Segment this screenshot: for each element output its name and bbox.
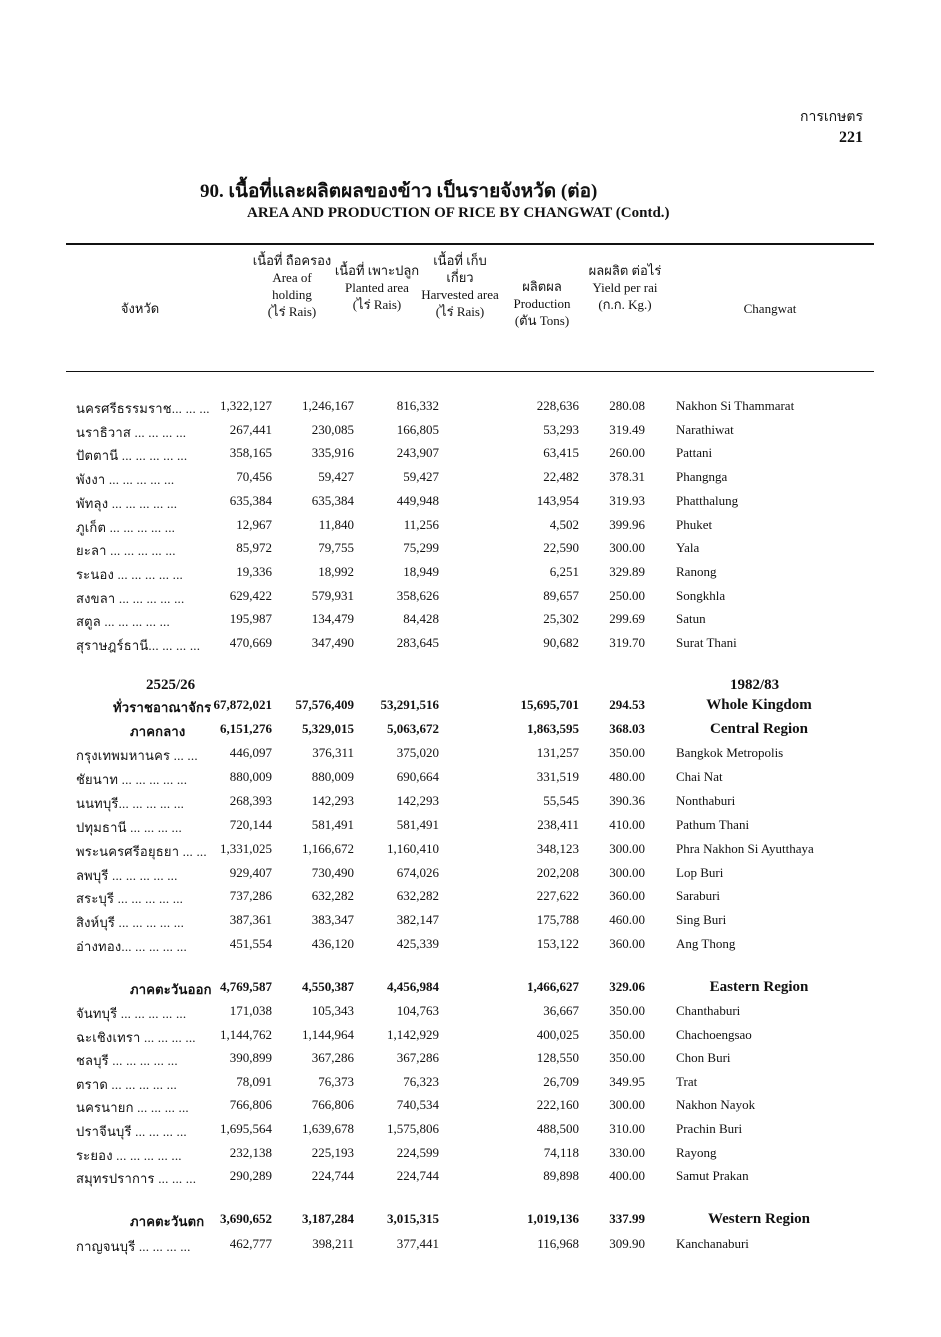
province-thai: ฉะเชิงเทรา ... ... ... ... bbox=[76, 1029, 196, 1045]
production-value: 26,709 bbox=[543, 1073, 579, 1089]
yield-value: 250.00 bbox=[609, 587, 645, 603]
changwat-english: Surat Thani bbox=[676, 635, 737, 650]
yield-value: 300.00 bbox=[609, 1097, 645, 1113]
changwat-english: Ang Thong bbox=[676, 936, 736, 952]
harvested-value: 104,763 bbox=[396, 1003, 439, 1018]
province-thai: สุราษฎร์ธานี... ... ... ... bbox=[76, 638, 201, 653]
production-value: 6,251 bbox=[549, 563, 579, 579]
planted-value: 57,576,409 bbox=[295, 697, 354, 712]
holding-value: 1,695,564 bbox=[220, 1121, 272, 1136]
yield-value: 399.96 bbox=[609, 516, 645, 532]
table-row bbox=[0, 1121, 941, 1143]
harvested-value: 142,293 bbox=[396, 792, 439, 808]
planted-value: 230,085 bbox=[311, 421, 354, 437]
production-value: 116,968 bbox=[537, 1236, 579, 1251]
harvested-value: 449,948 bbox=[396, 492, 439, 508]
col-head-planted: เนื้อที่ เพาะปลูก Planted area (ไร่ Rais) bbox=[334, 263, 420, 312]
planted-value: 383,347 bbox=[311, 912, 354, 928]
holding-value: 720,144 bbox=[229, 816, 272, 832]
harvested-value: 59,427 bbox=[403, 469, 439, 485]
planted-value: 398,211 bbox=[312, 1236, 354, 1251]
planted-value: 730,490 bbox=[311, 864, 354, 880]
harvested-value: 740,534 bbox=[396, 1097, 439, 1113]
changwat-english: Nakhon Nayok bbox=[676, 1097, 756, 1113]
col-head-harvested: เนื้อที่ เก็บเกี่ยว Harvested area (ไร่ Rais) bbox=[421, 253, 499, 319]
production-value: 89,898 bbox=[543, 1168, 579, 1184]
production-value: 488,500 bbox=[536, 1121, 579, 1136]
planted-value: 1,246,167 bbox=[302, 398, 354, 413]
yield-value: 300.00 bbox=[609, 840, 645, 856]
changwat-english: Kanchanaburi bbox=[676, 1236, 749, 1251]
changwat-english: Saraburi bbox=[676, 888, 721, 904]
yield-value: 410.00 bbox=[609, 816, 645, 832]
planted-value: 766,806 bbox=[311, 1097, 354, 1113]
table-row bbox=[0, 888, 941, 910]
table-row bbox=[0, 745, 941, 767]
table-row bbox=[0, 611, 941, 633]
province-thai: นนทบุรี... ... ... ... ... bbox=[76, 795, 185, 811]
holding-value: 929,407 bbox=[229, 864, 272, 880]
holding-value: 232,138 bbox=[229, 1144, 272, 1160]
planted-value: 224,744 bbox=[311, 1168, 354, 1184]
planted-value: 635,384 bbox=[311, 492, 354, 508]
yield-value: 260.00 bbox=[609, 445, 645, 461]
table-row bbox=[0, 793, 941, 815]
holding-value: 268,393 bbox=[229, 792, 272, 808]
table-row bbox=[0, 1074, 941, 1096]
production-value: 153,122 bbox=[536, 936, 579, 952]
changwat-english: Central Region bbox=[710, 721, 808, 737]
table-row bbox=[0, 1050, 941, 1072]
yield-value: 299.69 bbox=[609, 611, 645, 627]
harvested-value: 816,332 bbox=[396, 398, 439, 413]
changwat-english: Songkhla bbox=[676, 587, 726, 603]
production-value: 53,293 bbox=[543, 421, 579, 437]
harvested-value: 4,456,984 bbox=[387, 979, 439, 994]
yield-value: 350.00 bbox=[609, 745, 645, 760]
table-row bbox=[0, 445, 941, 467]
planted-value: 376,311 bbox=[312, 745, 354, 760]
year-english: 1982/83 bbox=[730, 677, 780, 693]
production-value: 222,160 bbox=[536, 1097, 579, 1113]
province-thai: ภูเก็ต ... ... ... ... ... bbox=[76, 519, 176, 535]
col-head-production: ผลิตผล Production (ตัน Tons) bbox=[513, 279, 571, 328]
harvested-value: 3,015,315 bbox=[387, 1211, 439, 1226]
table-row bbox=[0, 1145, 941, 1167]
harvested-value: 674,026 bbox=[396, 864, 439, 880]
planted-value: 134,479 bbox=[311, 611, 354, 627]
changwat-english: Phatthalung bbox=[676, 492, 739, 508]
harvested-value: 5,063,672 bbox=[387, 721, 439, 736]
yield-value: 350.00 bbox=[609, 1050, 645, 1066]
province-thai: สงขลา ... ... ... ... ... bbox=[76, 590, 185, 606]
province-thai: สระบุรี ... ... ... ... ... bbox=[76, 891, 184, 907]
harvested-value: 11,256 bbox=[403, 516, 439, 532]
western-region-row bbox=[0, 1211, 941, 1233]
production-value: 400,025 bbox=[536, 1026, 579, 1042]
harvested-value: 632,282 bbox=[396, 888, 439, 904]
province-thai: ตราด ... ... ... ... ... bbox=[76, 1076, 177, 1092]
harvested-value: 224,599 bbox=[396, 1144, 439, 1160]
holding-value: 67,872,021 bbox=[213, 697, 272, 712]
changwat-english: Phangnga bbox=[676, 469, 728, 485]
yield-value: 300.00 bbox=[609, 540, 645, 556]
changwat-english: Sing Buri bbox=[676, 912, 727, 928]
yield-value: 400.00 bbox=[609, 1168, 645, 1184]
yield-value: 319.70 bbox=[609, 635, 645, 650]
table-row bbox=[0, 540, 941, 562]
holding-value: 766,806 bbox=[229, 1097, 272, 1113]
planted-value: 581,491 bbox=[311, 816, 354, 832]
yield-value: 350.00 bbox=[609, 1026, 645, 1042]
production-value: 22,590 bbox=[543, 540, 579, 556]
changwat-english: Nonthaburi bbox=[676, 792, 736, 808]
province-thai: กรุงเทพมหานคร ... ... bbox=[76, 748, 198, 763]
production-value: 36,667 bbox=[543, 1003, 579, 1018]
province-thai: นครนายก ... ... ... ... bbox=[76, 1100, 189, 1116]
yield-value: 390.36 bbox=[609, 792, 645, 808]
harvested-value: 283,645 bbox=[396, 635, 439, 650]
production-value: 238,411 bbox=[537, 816, 579, 832]
province-thai: จันทบุรี ... ... ... ... ... bbox=[76, 1006, 187, 1021]
planted-value: 1,166,672 bbox=[302, 840, 354, 856]
table-row bbox=[0, 865, 941, 887]
holding-value: 451,554 bbox=[229, 936, 272, 952]
harvested-value: 377,441 bbox=[396, 1236, 439, 1251]
changwat-english: Satun bbox=[676, 611, 706, 627]
planted-value: 347,490 bbox=[311, 635, 354, 650]
planted-value: 367,286 bbox=[311, 1050, 354, 1066]
table-row bbox=[0, 1168, 941, 1190]
table-row bbox=[0, 1097, 941, 1119]
table-row bbox=[0, 817, 941, 839]
planted-value: 18,992 bbox=[318, 563, 354, 579]
province-thai: สมุทรปราการ ... ... ... bbox=[76, 1171, 197, 1187]
changwat-english: Narathiwat bbox=[676, 421, 734, 437]
harvested-value: 243,907 bbox=[396, 445, 439, 461]
production-value: 348,123 bbox=[536, 840, 579, 856]
production-value: 175,788 bbox=[536, 912, 579, 928]
production-value: 143,954 bbox=[536, 492, 579, 508]
province-thai: ภาคกลาง bbox=[130, 724, 186, 739]
production-value: 22,482 bbox=[543, 469, 579, 485]
planted-value: 5,329,015 bbox=[302, 721, 354, 736]
holding-value: 1,322,127 bbox=[220, 398, 272, 413]
table-row bbox=[0, 1003, 941, 1025]
production-value: 1,466,627 bbox=[527, 979, 579, 994]
holding-value: 70,456 bbox=[236, 469, 272, 485]
central-region-row bbox=[0, 721, 941, 743]
planted-value: 76,373 bbox=[318, 1073, 354, 1089]
harvested-value: 1,160,410 bbox=[387, 840, 439, 856]
changwat-english: Samut Prakan bbox=[676, 1168, 749, 1184]
holding-value: 462,777 bbox=[229, 1236, 272, 1251]
production-value: 63,415 bbox=[543, 445, 579, 461]
production-value: 74,118 bbox=[543, 1144, 579, 1160]
province-thai: ระนอง ... ... ... ... ... bbox=[76, 566, 184, 582]
top-rule bbox=[66, 243, 874, 245]
harvested-value: 425,339 bbox=[396, 936, 439, 952]
yield-value: 310.00 bbox=[609, 1121, 645, 1136]
changwat-english: Ranong bbox=[676, 563, 717, 579]
holding-value: 390,899 bbox=[229, 1050, 272, 1066]
changwat-english: Phuket bbox=[676, 516, 713, 532]
changwat-english: Rayong bbox=[676, 1144, 717, 1160]
production-value: 202,208 bbox=[536, 864, 579, 880]
province-thai: ชลบุรี ... ... ... ... ... bbox=[76, 1053, 178, 1069]
section-name: การเกษตร bbox=[800, 110, 863, 125]
changwat-english: Trat bbox=[676, 1073, 698, 1089]
changwat-english: Bangkok Metropolis bbox=[676, 745, 784, 760]
province-thai: สิงห์บุรี ... ... ... ... ... bbox=[76, 915, 185, 931]
holding-value: 19,336 bbox=[236, 563, 272, 579]
province-thai: ชัยนาท ... ... ... ... ... bbox=[76, 771, 188, 787]
yield-value: 294.53 bbox=[609, 697, 645, 712]
eastern-region-row bbox=[0, 979, 941, 1001]
changwat-english: Eastern Region bbox=[709, 979, 809, 995]
holding-value: 387,361 bbox=[229, 912, 272, 928]
holding-value: 4,769,587 bbox=[220, 979, 272, 994]
yield-value: 378.31 bbox=[609, 469, 645, 485]
yield-value: 329.89 bbox=[609, 563, 645, 579]
province-thai: ปัตตานี ... ... ... ... ... bbox=[76, 448, 188, 464]
production-value: 227,622 bbox=[536, 888, 579, 904]
province-thai: นราธิวาส ... ... ... ... bbox=[76, 424, 187, 440]
harvested-value: 84,428 bbox=[403, 611, 439, 627]
header-rule bbox=[66, 371, 874, 372]
changwat-english: Yala bbox=[676, 540, 700, 556]
changwat-english: Lop Buri bbox=[676, 864, 724, 880]
yield-value: 350.00 bbox=[609, 1003, 645, 1018]
holding-value: 737,286 bbox=[229, 888, 272, 904]
table-row bbox=[0, 398, 941, 420]
province-thai: ทั่วราชอาณาจักร bbox=[113, 700, 212, 715]
yield-value: 360.00 bbox=[609, 936, 645, 952]
yield-value: 330.00 bbox=[609, 1144, 645, 1160]
planted-value: 4,550,387 bbox=[302, 979, 354, 994]
holding-value: 85,972 bbox=[236, 540, 272, 556]
holding-value: 171,038 bbox=[229, 1003, 272, 1018]
production-value: 331,519 bbox=[536, 768, 579, 784]
yield-value: 349.95 bbox=[609, 1073, 645, 1089]
production-value: 1,019,136 bbox=[527, 1211, 579, 1226]
harvested-value: 367,286 bbox=[396, 1050, 439, 1066]
province-thai: ยะลา ... ... ... ... ... bbox=[76, 543, 176, 559]
harvested-value: 382,147 bbox=[396, 912, 439, 928]
province-thai: นครศรีธรรมราช... ... ... bbox=[76, 401, 210, 416]
yield-value: 337.99 bbox=[609, 1211, 645, 1226]
changwat-english: Chachoengsao bbox=[676, 1026, 752, 1042]
yield-value: 480.00 bbox=[609, 768, 645, 784]
yield-value: 329.06 bbox=[609, 979, 645, 994]
province-thai: ปราจีนบุรี ... ... ... ... bbox=[76, 1124, 187, 1139]
production-value: 90,682 bbox=[543, 635, 579, 650]
province-thai: ปทุมธานี ... ... ... ... bbox=[76, 819, 182, 835]
holding-value: 3,690,652 bbox=[220, 1211, 272, 1226]
planted-value: 579,931 bbox=[311, 587, 354, 603]
harvested-value: 53,291,516 bbox=[380, 697, 439, 712]
planted-value: 79,755 bbox=[318, 540, 354, 556]
planted-value: 3,187,284 bbox=[302, 1211, 354, 1226]
table-row bbox=[0, 493, 941, 515]
production-value: 228,636 bbox=[536, 398, 579, 413]
province-thai: พระนครศรีอยุธยา ... ... bbox=[76, 843, 207, 859]
harvested-value: 690,664 bbox=[396, 768, 439, 784]
harvested-value: 375,020 bbox=[396, 745, 439, 760]
planted-value: 880,009 bbox=[311, 768, 354, 784]
table-row bbox=[0, 588, 941, 610]
yield-value: 300.00 bbox=[609, 864, 645, 880]
col-head-yield: ผลผลิต ต่อไร่ Yield per rai (ก.ก. Kg.) bbox=[588, 263, 662, 312]
harvested-value: 358,626 bbox=[396, 587, 439, 603]
production-value: 15,695,701 bbox=[520, 697, 579, 712]
yield-value: 319.93 bbox=[609, 492, 645, 508]
yield-value: 368.03 bbox=[609, 721, 645, 736]
province-thai: กาญจนบุรี ... ... ... ... bbox=[76, 1239, 191, 1254]
production-value: 131,257 bbox=[536, 745, 579, 760]
planted-value: 105,343 bbox=[311, 1003, 354, 1018]
production-value: 55,545 bbox=[543, 792, 579, 808]
production-value: 4,502 bbox=[549, 516, 579, 532]
province-thai: ลพบุรี ... ... ... ... ... bbox=[76, 867, 178, 883]
holding-value: 6,151,276 bbox=[220, 721, 272, 736]
holding-value: 635,384 bbox=[229, 492, 272, 508]
harvested-value: 166,805 bbox=[396, 421, 439, 437]
harvested-value: 224,744 bbox=[396, 1168, 439, 1184]
kingdom-total-row bbox=[0, 697, 941, 719]
yield-value: 309.90 bbox=[609, 1236, 645, 1251]
changwat-english: Chon Buri bbox=[676, 1050, 731, 1066]
table-row bbox=[0, 422, 941, 444]
planted-value: 1,639,678 bbox=[302, 1121, 354, 1136]
harvested-value: 18,949 bbox=[403, 563, 439, 579]
holding-value: 78,091 bbox=[236, 1073, 272, 1089]
planted-value: 59,427 bbox=[318, 469, 354, 485]
harvested-value: 1,142,929 bbox=[387, 1026, 439, 1042]
harvested-value: 76,323 bbox=[403, 1073, 439, 1089]
holding-value: 1,144,762 bbox=[220, 1026, 272, 1042]
changwat-english: Pattani bbox=[676, 445, 713, 461]
holding-value: 290,289 bbox=[229, 1168, 272, 1184]
page-header bbox=[800, 108, 863, 148]
changwat-english: Western Region bbox=[707, 1211, 811, 1227]
col-head-holding: เนื้อที่ ถือครอง Area of holding (ไร่ Rais) bbox=[252, 253, 332, 319]
table-row bbox=[0, 469, 941, 491]
holding-value: 629,422 bbox=[229, 587, 272, 603]
table-row bbox=[0, 1236, 941, 1258]
yield-value: 319.49 bbox=[609, 421, 645, 437]
table-title-english: AREA AND PRODUCTION OF RICE BY CHANGWAT (Contd.) bbox=[247, 205, 670, 221]
province-thai: ระยอง ... ... ... ... ... bbox=[76, 1147, 182, 1163]
harvested-value: 75,299 bbox=[403, 540, 439, 556]
page-number: 221 bbox=[839, 129, 863, 146]
province-thai: ภาคตะวันตก bbox=[130, 1214, 205, 1229]
changwat-english: Prachin Buri bbox=[676, 1121, 743, 1136]
harvested-value: 1,575,806 bbox=[387, 1121, 439, 1136]
production-value: 25,302 bbox=[543, 611, 579, 627]
planted-value: 335,916 bbox=[311, 445, 354, 461]
holding-value: 1,331,025 bbox=[220, 840, 272, 856]
province-thai: พังงา ... ... ... ... ... bbox=[76, 472, 175, 488]
changwat-english: Phra Nakhon Si Ayutthaya bbox=[676, 840, 814, 856]
production-value: 1,863,595 bbox=[527, 721, 579, 736]
yield-value: 460.00 bbox=[609, 912, 645, 928]
planted-value: 632,282 bbox=[311, 888, 354, 904]
province-thai: อ่างทอง... ... ... ... ... bbox=[76, 939, 187, 955]
province-thai: ภาคตะวันออก bbox=[130, 982, 212, 997]
table-row bbox=[0, 635, 941, 657]
holding-value: 880,009 bbox=[229, 768, 272, 784]
table-row bbox=[0, 517, 941, 539]
year-thai: 2525/26 bbox=[146, 677, 196, 693]
changwat-english: Chai Nat bbox=[676, 768, 723, 784]
harvested-value: 581,491 bbox=[396, 816, 439, 832]
planted-value: 225,193 bbox=[311, 1144, 354, 1160]
col-head-province-th: จังหวัด bbox=[120, 301, 160, 316]
table-title-thai: 90. เนื้อที่และผลิตผลของข้าว เป็นรายจังหวัด (ต่อ) bbox=[200, 181, 598, 202]
table-row bbox=[0, 564, 941, 586]
planted-value: 436,120 bbox=[311, 936, 354, 952]
table-row bbox=[0, 841, 941, 863]
yield-value: 280.08 bbox=[609, 398, 645, 413]
planted-value: 1,144,964 bbox=[302, 1026, 354, 1042]
province-thai: สตูล ... ... ... ... ... bbox=[76, 614, 170, 630]
changwat-english: Whole Kingdom bbox=[706, 697, 812, 713]
holding-value: 267,441 bbox=[229, 421, 272, 437]
production-value: 128,550 bbox=[536, 1050, 579, 1066]
col-head-changwat-en: Changwat bbox=[743, 301, 797, 316]
table-row bbox=[0, 769, 941, 791]
yield-value: 360.00 bbox=[609, 888, 645, 904]
changwat-english: Nakhon Si Thammarat bbox=[676, 398, 795, 413]
holding-value: 12,967 bbox=[236, 516, 272, 532]
holding-value: 446,097 bbox=[229, 745, 272, 760]
holding-value: 358,165 bbox=[229, 445, 272, 461]
table-row bbox=[0, 912, 941, 934]
table-row bbox=[0, 936, 941, 958]
table-row bbox=[0, 1027, 941, 1049]
changwat-english: Pathum Thani bbox=[676, 816, 750, 832]
changwat-english: Chanthaburi bbox=[676, 1003, 741, 1018]
province-thai: พัทลุง ... ... ... ... ... bbox=[76, 495, 178, 511]
holding-value: 195,987 bbox=[229, 611, 272, 627]
holding-value: 470,669 bbox=[229, 635, 272, 650]
planted-value: 142,293 bbox=[311, 792, 354, 808]
planted-value: 11,840 bbox=[318, 516, 354, 532]
production-value: 89,657 bbox=[543, 587, 579, 603]
